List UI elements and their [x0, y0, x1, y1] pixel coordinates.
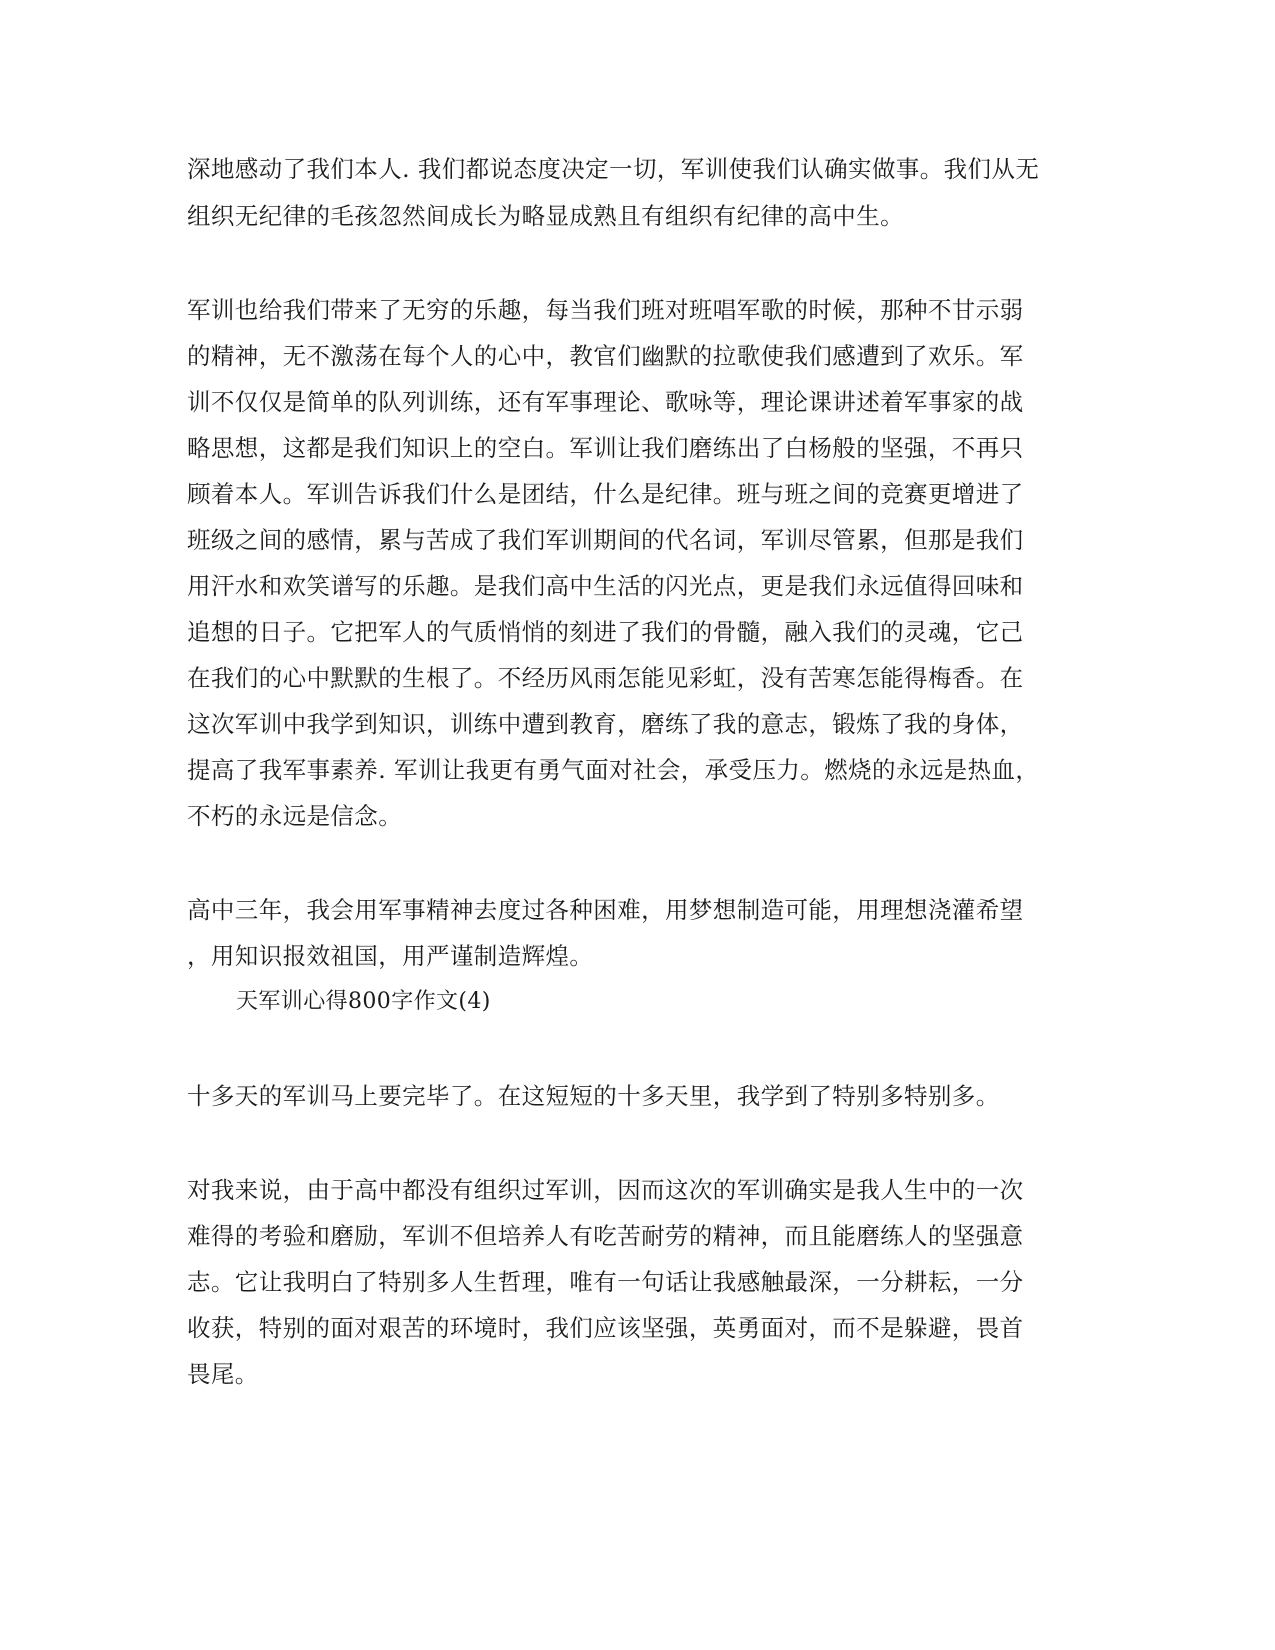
text-line: 班级之间的感情，累与苦成了我们军训期间的代名词，军训尽管累，但那是我们	[187, 526, 1024, 554]
text-line: 畏尾。	[187, 1360, 259, 1388]
text-line: 不朽的永远是信念。	[187, 802, 403, 830]
text-line: 训不仅仅是简单的队列训练，还有军事理论、歌咏等，理论课讲述着军事家的战	[187, 388, 1024, 416]
text-line: 难得的考验和磨励，军训不但培养人有吃苦耐劳的精神，而且能磨练人的坚强意	[187, 1222, 1024, 1250]
text-line: 十多天的军训马上要完毕了。在这短短的十多天里，我学到了特别多特别多。	[187, 1082, 1000, 1110]
text-line: 高中三年，我会用军事精神去度过各种困难，用梦想制造可能，用理想浇灌希望	[187, 896, 1024, 924]
text-line: 提高了我军事素养. 军训让我更有勇气面对社会，承受压力。燃烧的永远是热血，	[187, 756, 1040, 784]
section-heading: 天军训心得800字作文(4)	[236, 989, 491, 1014]
text-line: 追想的日子。它把军人的气质悄悄的刻进了我们的骨髓，融入我们的灵魂，它己	[187, 618, 1024, 646]
text-line: 军训也给我们带来了无穷的乐趣，每当我们班对班唱军歌的时候，那种不甘示弱	[187, 296, 1024, 324]
text-line: 的精神，无不激荡在每个人的心中，教官们幽默的拉歌使我们感遭到了欢乐。军	[187, 342, 1024, 370]
text-line: 志。它让我明白了特别多人生哲理，唯有一句话让我感触最深，一分耕耘，一分	[187, 1268, 1024, 1296]
text-line: 用汗水和欢笑谱写的乐趣。是我们高中生活的闪光点，更是我们永远值得回味和	[187, 572, 1024, 600]
text-line: 这次军训中我学到知识，训练中遭到教育，磨练了我的意志，锻炼了我的身体，	[187, 710, 1024, 738]
text-line: 对我来说，由于高中都没有组织过军训，因而这次的军训确实是我人生中的一次	[187, 1176, 1024, 1204]
text-line: 收获，特别的面对艰苦的环境时，我们应该坚强，英勇面对，而不是躲避，畏首	[187, 1314, 1024, 1342]
text-line: 顾着本人。军训告诉我们什么是团结，什么是纪律。班与班之间的竞赛更增进了	[187, 480, 1024, 508]
text-line: ，用知识报效祖国，用严谨制造辉煌。	[187, 942, 594, 970]
text-line: 略思想，这都是我们知识上的空白。军训让我们磨练出了白杨般的坚强，不再只	[187, 434, 1024, 462]
text-line: 组织无纪律的毛孩忽然间成长为略显成熟且有组织有纪律的高中生。	[187, 202, 904, 230]
text-line: 深地感动了我们本人. 我们都说态度决定一切，军训使我们认确实做事。我们从无	[187, 155, 1040, 183]
text-line: 在我们的心中默默的生根了。不经历风雨怎能见彩虹，没有苦寒怎能得梅香。在	[187, 664, 1024, 692]
